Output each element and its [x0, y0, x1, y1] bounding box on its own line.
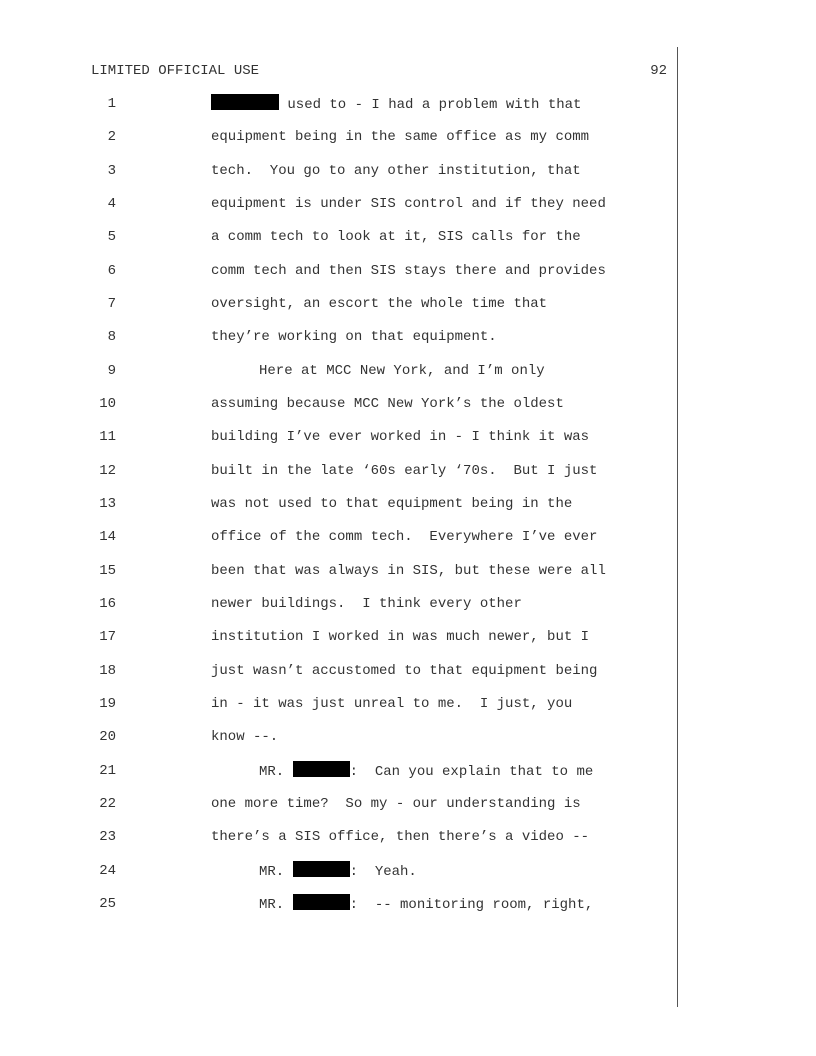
redaction-box [293, 894, 350, 910]
line-number: 18 [99, 663, 116, 679]
line-number: 1 [107, 96, 116, 112]
line-number: 25 [99, 896, 116, 912]
line-text: building I’ve ever worked in - I think it was [211, 429, 590, 445]
transcript-line [0, 894, 816, 914]
transcript-line [0, 461, 816, 481]
transcript-line [0, 727, 816, 747]
transcript-line [0, 861, 816, 881]
line-text: built in the late ‘60s early ‘70s. But I just [211, 463, 598, 479]
transcript-line [0, 127, 816, 147]
line-number: 6 [107, 263, 116, 279]
line-text: institution I worked in was much newer, but I [211, 629, 590, 645]
line-number: 13 [99, 496, 116, 512]
line-text: comm tech and then SIS stays there and provides [211, 263, 606, 279]
line-number: 7 [107, 296, 116, 312]
transcript-line [0, 394, 816, 414]
redaction-box [293, 761, 350, 777]
line-number: 23 [99, 829, 116, 845]
line-text: MR. : Yeah. [211, 861, 417, 882]
line-text: assuming because MCC New York’s the oldest [211, 396, 564, 412]
transcript-line [0, 661, 816, 681]
line-text: know --. [211, 729, 279, 745]
line-text: there’s a SIS office, then there’s a video -- [211, 829, 590, 845]
line-number: 20 [99, 729, 116, 745]
transcript-line [0, 361, 816, 381]
page-number: 92 [650, 63, 667, 79]
line-text: in - it was just unreal to me. I just, you [211, 696, 573, 712]
line-text: just wasn’t accustomed to that equipment being [211, 663, 598, 679]
transcript-line [0, 694, 816, 714]
line-text: office of the comm tech. Everywhere I’ve ever [211, 529, 598, 545]
transcript-line [0, 627, 816, 647]
redaction-box [211, 94, 279, 110]
redaction-box [293, 861, 350, 877]
line-number: 4 [107, 196, 116, 212]
line-number: 8 [107, 329, 116, 345]
transcript-line [0, 594, 816, 614]
line-text: equipment is under SIS control and if they need [211, 196, 606, 212]
line-text: was not used to that equipment being in the [211, 496, 573, 512]
classification-header: LIMITED OFFICIAL USE [91, 63, 260, 79]
line-text: tech. You go to any other institution, that [211, 163, 581, 179]
line-number: 11 [99, 429, 116, 445]
line-number: 14 [99, 529, 116, 545]
line-number: 15 [99, 563, 116, 579]
line-text: equipment being in the same office as my comm [211, 129, 590, 145]
transcript-line [0, 94, 816, 114]
line-number: 24 [99, 863, 116, 879]
line-number: 2 [107, 129, 116, 145]
line-text: MR. : -- monitoring room, right, [211, 894, 593, 915]
transcript-line [0, 761, 816, 781]
line-text: newer buildings. I think every other [211, 596, 522, 612]
line-text: used to - I had a problem with that [211, 94, 581, 115]
transcript-line [0, 327, 816, 347]
line-number: 17 [99, 629, 116, 645]
line-text: Here at MCC New York, and I’m only [259, 363, 545, 379]
transcript-line [0, 561, 816, 581]
transcript-line [0, 827, 816, 847]
line-number: 3 [107, 163, 116, 179]
line-text: been that was always in SIS, but these were all [211, 563, 606, 579]
line-text: MR. : Can you explain that to me [211, 761, 593, 782]
transcript-line [0, 494, 816, 514]
line-number: 16 [99, 596, 116, 612]
transcript-line [0, 194, 816, 214]
line-number: 21 [99, 763, 116, 779]
line-number: 19 [99, 696, 116, 712]
transcript-line [0, 294, 816, 314]
transcript-line [0, 794, 816, 814]
line-number: 5 [107, 229, 116, 245]
line-number: 9 [107, 363, 116, 379]
transcript-line [0, 161, 816, 181]
line-text: one more time? So my - our understanding is [211, 796, 581, 812]
transcript-line [0, 427, 816, 447]
line-number: 22 [99, 796, 116, 812]
transcript-line [0, 261, 816, 281]
line-number: 12 [99, 463, 116, 479]
line-text: oversight, an escort the whole time that [211, 296, 548, 312]
transcript-line [0, 527, 816, 547]
transcript-line [0, 227, 816, 247]
line-text: they’re working on that equipment. [211, 329, 497, 345]
line-text: a comm tech to look at it, SIS calls for the [211, 229, 581, 245]
line-number: 10 [99, 396, 116, 412]
